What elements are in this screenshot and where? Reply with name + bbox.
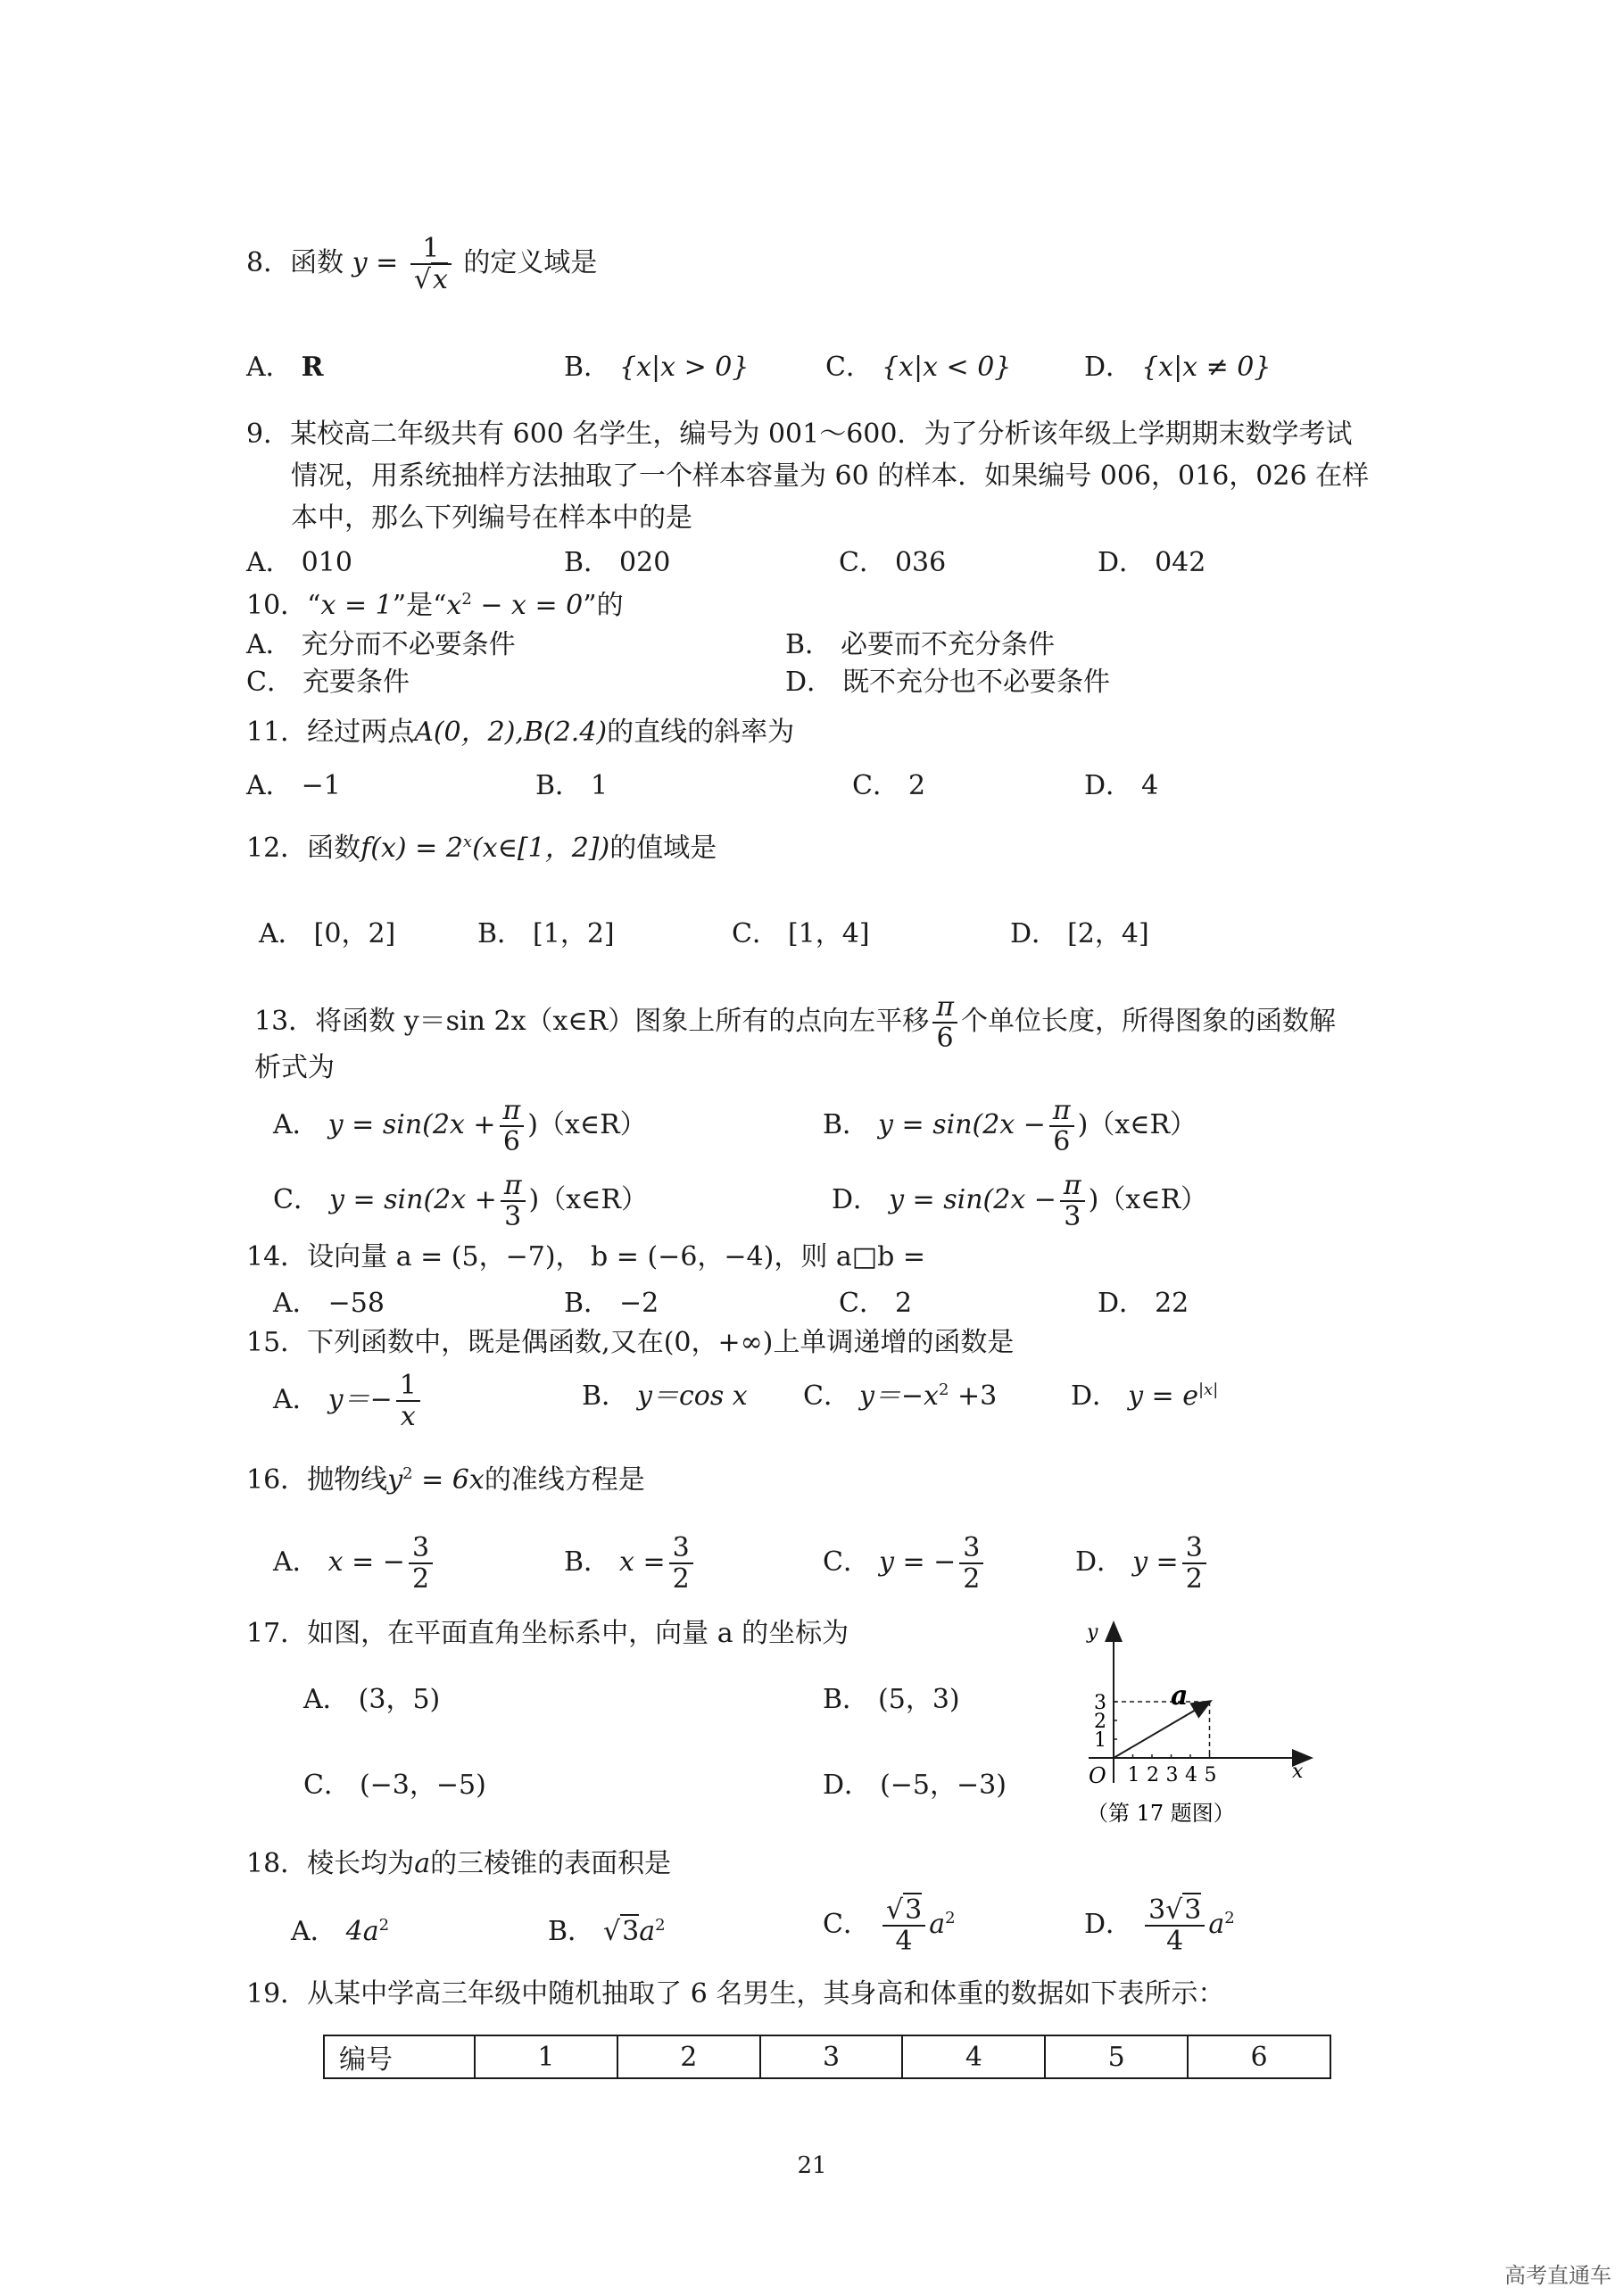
x-tick-label: 1 bbox=[1127, 1764, 1140, 1786]
q13-option-b-post: )（x∈R） bbox=[1077, 1109, 1197, 1140]
q18-stem-pre: 18．棱长均为 bbox=[246, 1848, 415, 1879]
q11-option-b-text: 1 bbox=[591, 770, 609, 801]
option-label: B． bbox=[564, 547, 611, 578]
q13-stem-post: 个单位长度，所得图象的函数解 bbox=[960, 1006, 1336, 1037]
q12-stem-pre: 12．函数 bbox=[246, 833, 361, 864]
q13-option-b bbox=[823, 1096, 1197, 1156]
q16-option-d-num: 3 bbox=[1182, 1533, 1206, 1564]
option-label: A． bbox=[303, 1684, 350, 1715]
q8-stem bbox=[246, 234, 597, 294]
option-label: D． bbox=[1098, 1288, 1147, 1319]
q18-option-a bbox=[291, 1917, 389, 1948]
q17-option-d-text: (−5，−3) bbox=[880, 1770, 1007, 1801]
q9-line-1: 9．某校高二年级共有 600 名学生，编号为 001～600．为了分析该年级上学期期末数学考试 bbox=[246, 419, 1353, 450]
x-tick-label: 4 bbox=[1185, 1764, 1197, 1786]
option-label: D． bbox=[1071, 1380, 1120, 1412]
q16-option-c-fraction bbox=[959, 1533, 983, 1594]
q18-option-d bbox=[1084, 1895, 1235, 1956]
q18-option-c-num: √3 bbox=[882, 1895, 925, 1927]
q15-option-a-pre: y＝− bbox=[327, 1384, 393, 1415]
q8-stem-post: 的定义域是 bbox=[463, 247, 598, 278]
q10-stem-a: 10．“ bbox=[246, 590, 321, 621]
option-label: C． bbox=[303, 1770, 351, 1801]
q12-option-a-text: [0，2] bbox=[313, 918, 396, 949]
q12-option-d-text: [2，4] bbox=[1067, 918, 1149, 949]
q11-option-b bbox=[535, 771, 608, 802]
q19-stem: 19．从某中学高三年级中随机抽取了 6 名男生，其身高和体重的数据如下表所示： bbox=[246, 1978, 1225, 2010]
q11-stem-post: 的直线的斜率为 bbox=[607, 717, 795, 748]
option-label: C． bbox=[839, 547, 886, 578]
q12-option-c-text: [1，4] bbox=[787, 918, 870, 949]
q11-option-d-text: 4 bbox=[1141, 770, 1159, 801]
q13-option-a-num: π bbox=[500, 1096, 525, 1127]
x-axis-label: x bbox=[1292, 1761, 1304, 1783]
option-label: B． bbox=[823, 1109, 870, 1140]
q11-option-a bbox=[246, 771, 341, 802]
q8-option-c bbox=[825, 352, 1011, 384]
figure-caption: （第 17 题图） bbox=[1087, 1801, 1235, 1826]
q18-option-c-exp: 2 bbox=[945, 1909, 956, 1928]
q14-option-b-text: −2 bbox=[619, 1288, 659, 1319]
table-cell: 5 bbox=[1045, 2035, 1188, 2078]
q15-option-d-base: y = e bbox=[1128, 1380, 1198, 1412]
q13-option-c-num: π bbox=[501, 1171, 526, 1202]
x-tick-label: 5 bbox=[1204, 1764, 1217, 1786]
q9-option-c bbox=[839, 548, 946, 579]
q18-option-d-coef: 3 bbox=[1148, 1894, 1166, 1926]
q17-option-c bbox=[303, 1770, 486, 1802]
q11-option-d bbox=[1084, 771, 1158, 802]
option-label: A． bbox=[273, 1384, 319, 1415]
q16-option-b-fraction bbox=[669, 1533, 693, 1594]
q13-option-c-pre: y = sin(2x + bbox=[328, 1184, 497, 1215]
q10-option-d-text: 既不充分也不必要条件 bbox=[842, 667, 1111, 698]
q15-option-c-base: y＝−x bbox=[858, 1380, 939, 1412]
q13-option-b-pre: y = sin(2x − bbox=[878, 1109, 1046, 1140]
option-label: D． bbox=[1075, 1546, 1124, 1578]
q16-option-b-pre: x = bbox=[619, 1546, 666, 1578]
q14-option-b bbox=[564, 1289, 659, 1320]
q9-option-d-text: 042 bbox=[1155, 547, 1206, 578]
option-label: D． bbox=[823, 1770, 872, 1801]
table-cell: 4 bbox=[902, 2035, 1045, 2078]
page-number: 21 bbox=[797, 2152, 827, 2179]
q13-stem bbox=[254, 992, 1336, 1053]
q16-option-d bbox=[1075, 1533, 1210, 1594]
q18-stem bbox=[246, 1849, 671, 1880]
option-label: A． bbox=[246, 770, 293, 801]
q16-option-a-den: 2 bbox=[411, 1563, 430, 1595]
q16-option-a-num: 3 bbox=[409, 1533, 433, 1564]
option-label: C． bbox=[839, 1288, 886, 1319]
q18-option-d-base: a bbox=[1208, 1909, 1225, 1940]
q11-option-c bbox=[852, 771, 925, 802]
y-tick-label: 3 bbox=[1094, 1692, 1106, 1714]
y-axis-label: y bbox=[1087, 1621, 1098, 1644]
q16-option-b bbox=[564, 1533, 697, 1594]
q10-condition-2-rest: − x = 0 bbox=[471, 590, 584, 621]
q11-stem bbox=[246, 717, 794, 749]
q16-option-a-pre: x = − bbox=[327, 1546, 405, 1578]
q8-option-a bbox=[246, 352, 324, 384]
option-label: B． bbox=[564, 1546, 611, 1578]
q10-condition-1: x = 1 bbox=[320, 590, 393, 621]
q18-option-d-den: 4 bbox=[1166, 1926, 1184, 1957]
option-label: D． bbox=[832, 1184, 881, 1215]
q13-option-b-fraction bbox=[1049, 1096, 1074, 1156]
q9-line-2: 情况，用系统抽样方法抽取了一个样本容量为 60 的样本．如果编号 006，016，026 在样 bbox=[291, 460, 1370, 492]
q10-stem-c: ”的 bbox=[583, 590, 624, 621]
q18-option-b-exp: 2 bbox=[655, 1916, 666, 1935]
q13-option-a-den: 6 bbox=[502, 1126, 520, 1157]
q16-option-d-fraction bbox=[1182, 1533, 1206, 1594]
q12-function: f(x) = 2 bbox=[360, 833, 463, 864]
q8-fraction-num: 1 bbox=[410, 234, 452, 265]
q13-option-c-den: 3 bbox=[504, 1201, 522, 1232]
q13-option-b-num: π bbox=[1049, 1096, 1074, 1127]
q10-stem: 10．“x = 1”是“$x^2 - x = 0$”的 bbox=[246, 590, 624, 621]
q13-option-d-den: 3 bbox=[1064, 1201, 1081, 1232]
q17-option-d bbox=[823, 1770, 1007, 1802]
q13-stem-pre: 13．将函数 y＝sin 2x（x∈R）图象上所有的点向左平移 bbox=[254, 1006, 930, 1037]
q13-shift-den: 6 bbox=[936, 1023, 954, 1054]
q15-option-d-exp: |x| bbox=[1197, 1380, 1219, 1400]
q16-eq-base: y bbox=[387, 1464, 403, 1496]
q15-option-b-text: y＝cos x bbox=[637, 1380, 748, 1412]
option-label: A． bbox=[259, 918, 305, 949]
q15-option-a-num: 1 bbox=[396, 1371, 420, 1402]
q15-option-a-den: x bbox=[400, 1401, 416, 1432]
watermark: 高考直通车 bbox=[1504, 2263, 1612, 2288]
table-cell: 1 bbox=[475, 2035, 617, 2078]
q17-option-a-text: (3，5) bbox=[358, 1684, 441, 1715]
option-label: B． bbox=[535, 770, 583, 801]
q13-option-d-pre: y = sin(2x − bbox=[889, 1184, 1056, 1215]
q9-option-a bbox=[246, 548, 352, 579]
q9-option-b bbox=[564, 548, 670, 579]
q15-option-c bbox=[803, 1381, 997, 1413]
q16-stem-post: 的准线方程是 bbox=[484, 1464, 645, 1496]
q17-option-a bbox=[303, 1685, 440, 1716]
q13-option-a-post: )（x∈R） bbox=[527, 1109, 647, 1140]
q16-option-d-pre: y = bbox=[1132, 1546, 1179, 1578]
option-label: D． bbox=[1010, 918, 1059, 949]
y-tick-label: 2 bbox=[1094, 1711, 1106, 1733]
q14-option-d bbox=[1098, 1289, 1189, 1320]
option-label: D． bbox=[1084, 770, 1133, 801]
option-label: B． bbox=[582, 1380, 629, 1412]
option-label: A． bbox=[246, 547, 293, 578]
q8-formula-eq: = bbox=[367, 247, 407, 278]
q8-option-d bbox=[1084, 352, 1271, 384]
origin-label: O bbox=[1089, 1763, 1106, 1788]
table-row bbox=[324, 2035, 1330, 2078]
q12-option-c bbox=[732, 919, 870, 950]
option-label: C． bbox=[852, 770, 899, 801]
q10-option-a-text: 充分而不必要条件 bbox=[301, 629, 516, 660]
q15-option-d bbox=[1071, 1381, 1218, 1413]
q16-stem-pre: 16．抛物线 bbox=[246, 1464, 388, 1496]
q13-option-d-num: π bbox=[1060, 1171, 1085, 1202]
q13-option-d bbox=[832, 1171, 1207, 1231]
q19-data-table bbox=[323, 2035, 1331, 2079]
q11-option-a-text: −1 bbox=[301, 770, 341, 801]
option-label: C． bbox=[823, 1909, 870, 1940]
option-label: A． bbox=[273, 1546, 319, 1578]
q13-option-d-post: )（x∈R） bbox=[1088, 1184, 1208, 1215]
q16-stem bbox=[246, 1465, 645, 1496]
q15-stem: 15．下列函数中，既是偶函数,又在(0，+∞)上单调递增的函数是 bbox=[246, 1327, 1015, 1358]
q15-option-c-post: +3 bbox=[949, 1380, 998, 1412]
q10-condition-2-base: x bbox=[446, 590, 462, 621]
q10-option-c bbox=[246, 667, 410, 699]
q8-stem-text: 8．函数 bbox=[246, 247, 344, 278]
q13-option-a-pre: y = sin(2x + bbox=[327, 1109, 496, 1140]
q13-shift-num: π bbox=[932, 992, 957, 1024]
q18-option-d-fraction bbox=[1145, 1895, 1205, 1956]
q9-option-d bbox=[1098, 548, 1206, 579]
q13-line-2: 析式为 bbox=[254, 1052, 335, 1083]
q13-option-c-fraction bbox=[501, 1171, 526, 1231]
q13-option-a bbox=[273, 1096, 647, 1156]
q16-option-b-num: 3 bbox=[669, 1533, 693, 1564]
q17-option-b-text: (5，3) bbox=[878, 1684, 960, 1715]
q14-option-a-text: −58 bbox=[327, 1288, 385, 1319]
q18-option-d-root: 3 bbox=[1184, 1894, 1202, 1926]
q18-option-c-base: a bbox=[929, 1909, 946, 1940]
table-cell: 2 bbox=[617, 2035, 760, 2078]
q18-option-b-root: 3 bbox=[622, 1916, 640, 1947]
q12-exponent: x bbox=[462, 833, 473, 852]
q10-option-c-text: 充要条件 bbox=[302, 667, 410, 698]
option-label: C． bbox=[803, 1380, 850, 1412]
option-label: A． bbox=[273, 1288, 319, 1319]
q14-option-c-text: 2 bbox=[894, 1288, 913, 1319]
q8-formula-lhs: y bbox=[352, 247, 368, 278]
option-label: C． bbox=[273, 1184, 320, 1215]
vector-a-arrow bbox=[1114, 1702, 1210, 1758]
q9-option-c-text: 036 bbox=[894, 547, 947, 578]
option-label: A． bbox=[246, 352, 293, 383]
q18-option-d-num: 3√3 bbox=[1145, 1895, 1205, 1927]
q13-option-c-post: )（x∈R） bbox=[528, 1184, 648, 1215]
q17-stem: 17．如图，在平面直角坐标系中，向量 a 的坐标为 bbox=[246, 1618, 849, 1649]
option-label: A． bbox=[246, 629, 293, 660]
q8-option-c-text: {x|x < 0} bbox=[881, 352, 1012, 383]
y-tick-label: 1 bbox=[1094, 1729, 1106, 1752]
q8-fraction-den: √x bbox=[413, 264, 448, 295]
q18-option-b-base: a bbox=[639, 1916, 656, 1947]
q18-option-c-den: 4 bbox=[895, 1926, 913, 1957]
q8-sqrt-arg: x bbox=[432, 264, 448, 295]
option-label: A． bbox=[291, 1916, 337, 1947]
q13-option-b-den: 6 bbox=[1053, 1126, 1071, 1157]
q15-option-a-fraction bbox=[396, 1371, 420, 1431]
q8-fraction bbox=[410, 234, 452, 294]
q9-option-a-text: 010 bbox=[301, 547, 352, 578]
q18-option-a-base: 4a bbox=[345, 1916, 379, 1947]
q16-option-c-den: 2 bbox=[963, 1563, 981, 1595]
q16-option-b-den: 2 bbox=[672, 1563, 690, 1595]
q15-option-b bbox=[582, 1381, 748, 1413]
option-label: B． bbox=[823, 1684, 870, 1715]
q17-option-c-text: (−3，−5) bbox=[359, 1770, 486, 1801]
q14-option-c bbox=[839, 1289, 912, 1320]
q13-option-c bbox=[273, 1171, 648, 1231]
q17-figure bbox=[1062, 1613, 1330, 1836]
q12-option-b-text: [1，2] bbox=[533, 918, 615, 949]
table-cell: 6 bbox=[1188, 2035, 1330, 2078]
q14-option-d-text: 22 bbox=[1155, 1288, 1189, 1319]
q10-stem-b: ”是“ bbox=[392, 590, 447, 621]
q12-option-a bbox=[259, 919, 395, 950]
q10-option-b bbox=[785, 630, 1055, 661]
option-label: B． bbox=[548, 1916, 595, 1947]
q14-option-a bbox=[273, 1289, 385, 1320]
q8-option-d-text: {x|x ≠ 0} bbox=[1141, 352, 1272, 383]
table-cell: 3 bbox=[760, 2035, 903, 2078]
option-label: C． bbox=[732, 918, 779, 949]
q12-stem-post: 的值域是 bbox=[609, 833, 717, 864]
option-label: D． bbox=[1084, 1909, 1133, 1940]
q8-option-a-text: R bbox=[301, 352, 324, 383]
q18-option-a-exp: 2 bbox=[378, 1916, 390, 1935]
q16-option-a-fraction bbox=[409, 1533, 433, 1594]
q14-stem: 14．设向量 a = (5，−7)， b = (−6，−4)，则 a□b = bbox=[246, 1241, 925, 1272]
q10-option-b-text: 必要而不充分条件 bbox=[841, 629, 1056, 660]
q10-option-d bbox=[785, 667, 1110, 699]
option-label: A． bbox=[273, 1109, 319, 1140]
q16-eq-exp: 2 bbox=[402, 1464, 413, 1484]
option-label: C． bbox=[823, 1546, 870, 1578]
q18-option-c-root: 3 bbox=[905, 1894, 923, 1926]
q9-line-3: 本中，那么下列编号在样本中的是 bbox=[291, 502, 692, 534]
option-label: B． bbox=[564, 352, 611, 383]
q18-option-b: B． $√3a^2$ bbox=[548, 1916, 666, 1947]
q8-option-b bbox=[564, 352, 749, 384]
q15-option-a bbox=[273, 1371, 424, 1431]
q17-option-b bbox=[823, 1685, 960, 1716]
q12-option-d bbox=[1010, 919, 1149, 950]
q8-option-b-text: {x|x > 0} bbox=[619, 352, 750, 383]
q18-option-c bbox=[823, 1895, 956, 1956]
table-cell: 编号 bbox=[324, 2035, 475, 2078]
q12-domain: (x∈[1，2]) bbox=[472, 833, 610, 864]
option-label: C． bbox=[825, 352, 873, 383]
option-label: D． bbox=[785, 667, 834, 698]
q9-option-b-text: 020 bbox=[619, 547, 671, 578]
q13-shift-fraction bbox=[932, 992, 957, 1053]
option-label: D． bbox=[1084, 352, 1133, 383]
q18-option-d-exp: 2 bbox=[1224, 1909, 1235, 1928]
q16-option-d-den: 2 bbox=[1185, 1563, 1203, 1595]
q18-stem-post: 的三棱锥的表面积是 bbox=[430, 1848, 672, 1879]
x-tick-label: 2 bbox=[1147, 1764, 1159, 1786]
q11-option-c-text: 2 bbox=[907, 770, 926, 801]
q11-stem-pre: 11．经过两点 bbox=[246, 717, 415, 748]
q15-option-c-exp: 2 bbox=[938, 1380, 949, 1400]
q16-option-c-num: 3 bbox=[959, 1533, 983, 1564]
q13-option-d-fraction bbox=[1060, 1171, 1085, 1231]
q16-option-c bbox=[823, 1533, 987, 1594]
q12-option-b bbox=[477, 919, 615, 950]
q16-eq-rest: = 6x bbox=[412, 1464, 485, 1496]
q18-option-c-fraction bbox=[882, 1895, 925, 1956]
option-label: C． bbox=[246, 667, 294, 698]
q16-option-c-pre: y = − bbox=[878, 1546, 957, 1578]
x-tick-label: 3 bbox=[1165, 1764, 1179, 1786]
option-label: B． bbox=[477, 918, 525, 949]
q13-option-a-fraction bbox=[500, 1096, 525, 1156]
q18-variable: a bbox=[414, 1848, 431, 1879]
option-label: B． bbox=[785, 629, 833, 660]
q11-points: A(0，2),B(2.4) bbox=[414, 717, 608, 748]
q16-option-a bbox=[273, 1533, 436, 1594]
option-label: B． bbox=[564, 1288, 611, 1319]
vector-label: a bbox=[1171, 1680, 1189, 1712]
q10-option-a bbox=[246, 630, 516, 661]
option-label: D． bbox=[1098, 547, 1147, 578]
q12-stem bbox=[246, 833, 717, 865]
